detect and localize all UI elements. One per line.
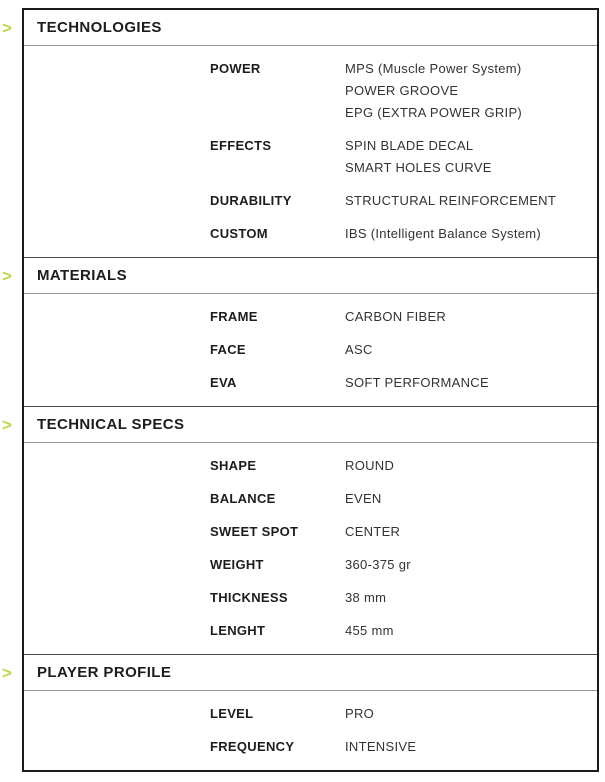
row-values: [345, 223, 597, 245]
spec-row: [210, 736, 597, 758]
spec-row: [210, 223, 597, 245]
row-label: LEVEL: [210, 706, 254, 721]
row-label: POWER: [210, 61, 261, 76]
row-values: [345, 372, 597, 394]
section-title: MATERIALS: [37, 267, 127, 284]
row-label: FACE: [210, 342, 246, 357]
spec-row: [210, 455, 597, 477]
spec-row: [210, 521, 597, 543]
row-value: 38 mm: [345, 590, 387, 605]
section-rows: [24, 294, 597, 406]
row-label: SHAPE: [210, 458, 257, 473]
row-values: [345, 521, 597, 543]
row-value: CENTER: [345, 524, 401, 539]
row-label: THICKNESS: [210, 590, 288, 605]
row-value: SMART HOLES CURVE: [345, 160, 492, 175]
spec-row: [210, 554, 597, 576]
section-title: TECHNOLOGIES: [37, 19, 162, 36]
spec-row: [210, 620, 597, 642]
section-header: [2, 655, 597, 691]
spec-section: [2, 654, 597, 770]
row-value: SOFT PERFORMANCE: [345, 375, 489, 390]
section-title: PLAYER PROFILE: [37, 664, 172, 681]
row-label: CUSTOM: [210, 226, 268, 241]
chevron-right-icon: >: [2, 18, 12, 37]
row-value: IBS (Intelligent Balance System): [345, 226, 542, 241]
spec-section: [2, 257, 597, 406]
section-rows: [24, 46, 597, 257]
row-value: ASC: [345, 342, 373, 357]
chevron-right-icon: >: [2, 663, 12, 682]
chevron-right-icon: >: [2, 266, 12, 285]
spec-section: [2, 406, 597, 654]
row-value: EPG (EXTRA POWER GRIP): [345, 105, 523, 120]
row-label: SWEET SPOT: [210, 524, 299, 539]
spec-row: [210, 339, 597, 361]
row-value: PRO: [345, 706, 375, 721]
section-title: TECHNICAL SPECS: [37, 416, 185, 433]
row-values: [345, 587, 597, 609]
spec-row: [210, 488, 597, 510]
row-values: [345, 135, 597, 179]
section-rows: [24, 443, 597, 654]
row-value: ROUND: [345, 458, 395, 473]
row-value: POWER GROOVE: [345, 83, 459, 98]
spec-section: [2, 10, 597, 257]
section-header: [2, 407, 597, 443]
row-values: [345, 488, 597, 510]
row-label: BALANCE: [210, 491, 276, 506]
row-values: [345, 554, 597, 576]
row-values: [345, 306, 597, 328]
spec-row: [210, 372, 597, 394]
row-value: INTENSIVE: [345, 739, 417, 754]
spec-row: [210, 703, 597, 725]
row-label: FRAME: [210, 309, 258, 324]
row-label: EFFECTS: [210, 138, 272, 153]
row-value: STRUCTURAL REINFORCEMENT: [345, 193, 557, 208]
row-values: [345, 339, 597, 361]
row-values: [345, 58, 597, 124]
section-header: [2, 258, 597, 294]
row-value: 360-375 gr: [345, 557, 411, 572]
row-values: [345, 620, 597, 642]
spec-row: [210, 587, 597, 609]
row-value: 455 mm: [345, 623, 394, 638]
row-label: EVA: [210, 375, 237, 390]
row-value: MPS (Muscle Power System): [345, 61, 522, 76]
spec-table: [2, 8, 599, 772]
row-value: EVEN: [345, 491, 382, 506]
row-label: LENGHT: [210, 623, 266, 638]
row-label: WEIGHT: [210, 557, 264, 572]
spec-row: [210, 58, 597, 124]
row-values: [345, 703, 597, 725]
row-values: [345, 736, 597, 758]
chevron-right-icon: >: [2, 415, 12, 434]
row-value: CARBON FIBER: [345, 309, 447, 324]
spec-row: [210, 306, 597, 328]
section-rows: [24, 691, 597, 770]
row-values: [345, 190, 597, 212]
row-label: DURABILITY: [210, 193, 292, 208]
spec-row: [210, 135, 597, 179]
row-value: SPIN BLADE DECAL: [345, 138, 474, 153]
spec-row: [210, 190, 597, 212]
row-values: [345, 455, 597, 477]
section-header: [2, 10, 597, 46]
row-label: FREQUENCY: [210, 739, 295, 754]
